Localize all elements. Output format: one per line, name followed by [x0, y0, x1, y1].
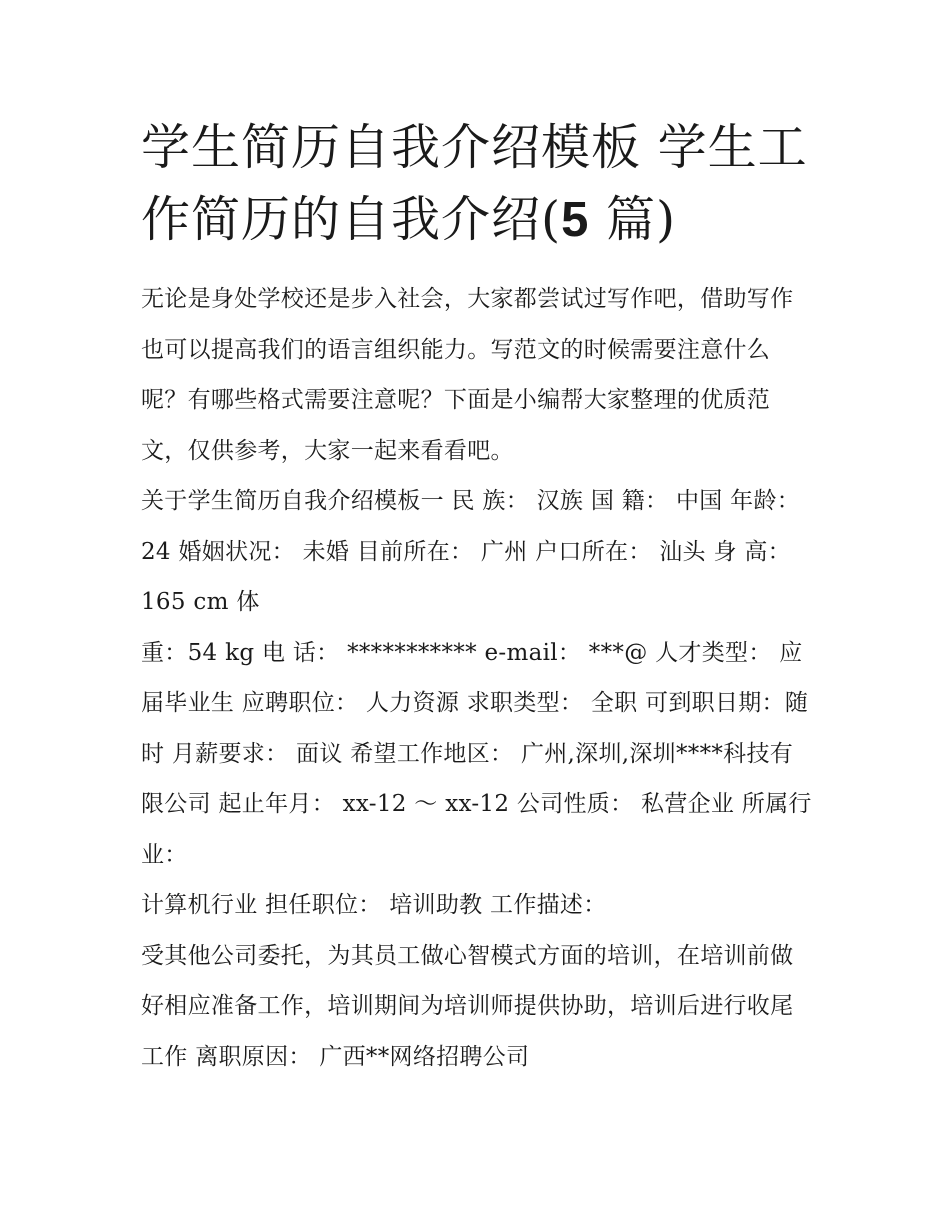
- title-count: 5: [561, 193, 590, 247]
- title-suffix: 篇): [589, 191, 677, 248]
- paragraph-position: 计算机行业 担任职位： 培训助教 工作描述：: [141, 892, 607, 918]
- document-page: [141, 112, 816, 1082]
- paragraph-intro: 无论是身处学校还是步入社会，大家都尝试过写作吧，借助写作也可以提高我们的语言组织能力。写范文的时候需要注意什么呢？有哪些格式需要注意呢？下面是小编帮大家整理的优质范文，仅供参考，大家一起来看看吧。: [141, 286, 794, 464]
- paragraph-contact-job-info: 重：54 kg 电 话： *********** e-mail： ***@ 人才类型： 应届毕业生 应聘职位： 人力资源 求职类型： 全职 可到职日期：随时 月薪要求： 面议 希望工作地区： 广州,深圳,深圳****科技有限公司 起止年月： xx-12 ～ xx-12 公司性质： 私营企业 所属行业：: [141, 639, 812, 868]
- document-title: [141, 112, 816, 256]
- paragraph-personal-info: 关于学生简历自我介绍模板一 民 族： 汉族 国 籍： 中国 年龄： 24 婚姻状况： 未婚 目前所在： 广州 户口所在： 汕头 身 高： 165 cm 体: [141, 488, 801, 615]
- title-text: 学生简历自我介绍模板 学生工作简历的自我介绍(: [141, 119, 808, 248]
- paragraph-job-description: 受其他公司委托，为其员工做心智模式方面的培训，在培训前做好相应准备工作，培训期间为培训师提供协助，培训后进行收尾工作 离职原因： 广西**网络招聘公司: [141, 942, 794, 1070]
